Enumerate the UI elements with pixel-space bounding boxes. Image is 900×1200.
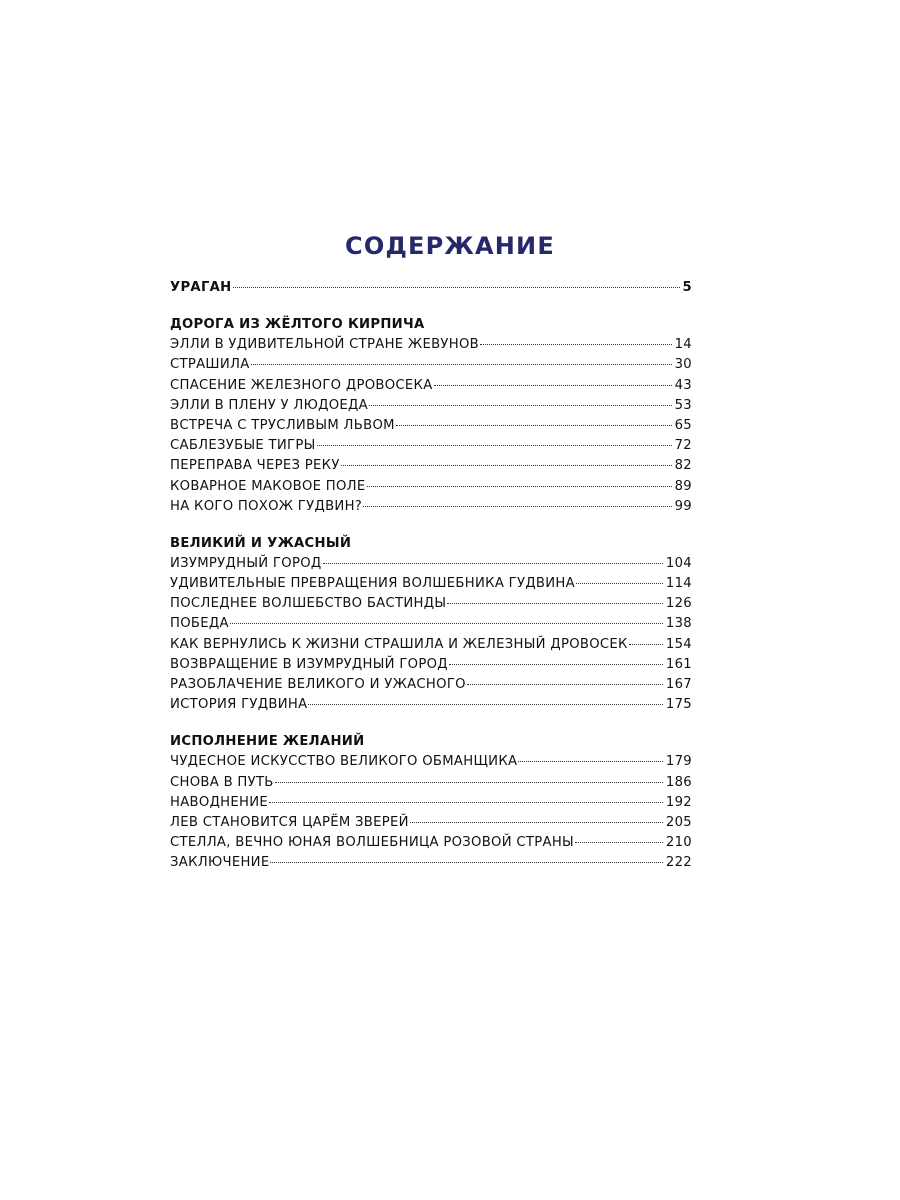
toc-entry-title: САБЛЕЗУБЫЕ ТИГРЫ [170,438,316,454]
toc-entry[interactable] [170,754,692,774]
toc-entry[interactable] [170,398,692,418]
toc-entry-page: 138 [665,616,692,632]
toc-entry[interactable] [170,775,692,795]
dot-leader [317,445,672,446]
dot-leader [434,385,672,386]
dot-leader [467,684,663,685]
page-title: СОДЕРЖАНИЕ [345,232,555,260]
section-heading: ДОРОГА ИЗ ЖЁЛТОГО КИРПИЧА [170,317,425,333]
dot-leader [308,704,663,705]
toc-entry-title: СТРАШИЛА [170,357,250,373]
toc-entry-page: 186 [665,774,692,790]
toc-entry[interactable] [170,479,692,499]
toc-entry-page: 126 [665,596,692,612]
dot-leader [518,761,663,762]
toc-entry-page: 104 [665,555,692,571]
toc-entry-title: ЭЛЛИ В УДИВИТЕЛЬНОЙ СТРАНЕ ЖЕВУНОВ [170,337,479,353]
toc-entry-title: РАЗОБЛАЧЕНИЕ ВЕЛИКОГО И УЖАСНОГО [170,677,466,692]
toc-entry-title: НАВОДНЕНИЕ [170,794,269,810]
dot-leader [480,344,672,345]
toc-entry[interactable] [170,458,692,478]
toc-entry[interactable] [170,616,692,636]
table-of-contents [170,280,692,876]
toc-entry-title: НА КОГО ПОХОЖ ГУДВИН? [170,498,363,514]
toc-entry[interactable] [170,677,692,697]
toc-entry-page: 167 [665,677,692,692]
toc-entry-page: 222 [665,855,692,871]
toc-entry[interactable] [170,438,692,458]
dot-leader [447,603,663,604]
toc-entry-title: ИСТОРИЯ ГУДВИНА [170,697,308,713]
toc-entry-title: ПОБЕДА [170,616,229,632]
toc-entry-title: КАК ВЕРНУЛИСЬ К ЖИЗНИ СТРАШИЛА И ЖЕЛЕЗНЫЙ ДРОВОСЕК [170,636,628,652]
toc-entry[interactable] [170,855,692,875]
toc-entry-page: 192 [665,794,692,810]
toc-entry[interactable] [170,815,692,835]
dot-leader [363,506,672,507]
dot-leader [275,782,663,783]
dot-leader [323,563,663,564]
toc-entry-page: 99 [674,498,692,514]
toc-entry-title: СПАСЕНИЕ ЖЕЛЕЗНОГО ДРОВОСЕКА [170,377,433,393]
toc-entry[interactable] [170,697,692,717]
toc-entry-title: УРАГАН [170,280,232,295]
toc-entry-title: ПОСЛЕДНЕЕ ВОЛШЕБСТВО БАСТИНДЫ [170,596,447,612]
toc-entry-title: СТЕЛЛА, ВЕЧНО ЮНАЯ ВОЛШЕБНИЦА РОЗОВОЙ СТРАНЫ [170,835,574,851]
dot-leader [270,862,662,863]
dot-leader [269,802,663,803]
toc-entry-page: 89 [674,478,692,494]
toc-entry[interactable] [170,499,692,519]
toc-section-3 [170,734,692,875]
toc-entry-title: КОВАРНОЕ МАКОВОЕ ПОЛЕ [170,478,366,494]
toc-entry-page: 205 [665,814,692,830]
toc-section-1 [170,317,692,519]
toc-entry[interactable] [170,418,692,438]
toc-entry[interactable] [170,795,692,815]
toc-entry-page: 30 [674,357,692,373]
toc-entry-page: 72 [674,438,692,454]
toc-entry[interactable] [170,337,692,357]
toc-entry-page: 5 [682,280,692,295]
toc-entry-page: 210 [665,835,692,851]
toc-entry-title: ПЕРЕПРАВА ЧЕРЕЗ РЕКУ [170,458,340,474]
toc-entry-title: УДИВИТЕЛЬНЫЕ ПРЕВРАЩЕНИЯ ВОЛШЕБНИКА ГУДВИНА [170,576,575,592]
toc-entry-title: ЭЛЛИ В ПЛЕНУ У ЛЮДОЕДА [170,397,368,413]
toc-entry-title: ЧУДЕСНОЕ ИСКУССТВО ВЕЛИКОГО ОБМАНЩИКА [170,754,518,770]
toc-entry[interactable] [170,835,692,855]
toc-entry-page: 65 [674,417,692,433]
toc-entry-page: 53 [674,397,692,413]
dot-leader [341,465,672,466]
dot-leader [449,664,663,665]
toc-entry[interactable] [170,556,692,576]
dot-leader [576,583,663,584]
toc-entry-title: ЛЕВ СТАНОВИТСЯ ЦАРЁМ ЗВЕРЕЙ [170,814,409,830]
toc-entry[interactable] [170,357,692,377]
toc-entry-page: 179 [665,754,692,770]
toc-entry-page: 175 [665,697,692,713]
toc-entry-page: 161 [665,656,692,672]
dot-leader [233,287,680,288]
toc-entry-intro[interactable] [170,280,692,300]
dot-leader [230,623,663,624]
toc-entry-title: ВОЗВРАЩЕНИЕ В ИЗУМРУДНЫЙ ГОРОД [170,656,448,672]
dot-leader [396,425,672,426]
toc-entry-title: СНОВА В ПУТЬ [170,774,274,790]
toc-entry-title: ЗАКЛЮЧЕНИЕ [170,855,270,871]
toc-section-2 [170,536,692,718]
toc-entry[interactable] [170,637,692,657]
toc-entry-page: 114 [665,576,692,592]
toc-entry-title: ИЗУМРУДНЫЙ ГОРОД [170,555,322,571]
toc-entry-title: ВСТРЕЧА С ТРУСЛИВЫМ ЛЬВОМ [170,417,395,433]
toc-entry[interactable] [170,657,692,677]
section-heading: ВЕЛИКИЙ И УЖАСНЫЙ [170,535,352,551]
dot-leader [410,822,663,823]
dot-leader [251,364,672,365]
toc-entry[interactable] [170,596,692,616]
toc-entry[interactable] [170,576,692,596]
dot-leader [575,842,663,843]
toc-entry-page: 82 [674,458,692,474]
dot-leader [629,644,663,645]
section-heading: ИСПОЛНЕНИЕ ЖЕЛАНИЙ [170,734,365,750]
dot-leader [367,486,672,487]
toc-entry-page: 14 [674,337,692,353]
toc-entry-page: 154 [665,636,692,652]
toc-entry[interactable] [170,378,692,398]
dot-leader [369,405,672,406]
toc-entry-page: 43 [674,377,692,393]
